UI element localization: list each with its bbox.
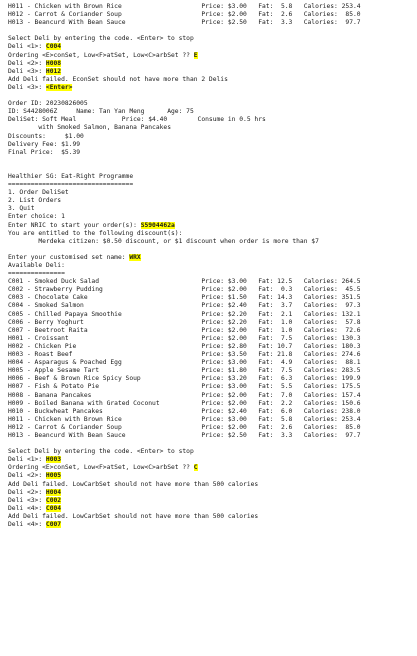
console-text: =================================: [8, 181, 134, 189]
console-text: H009 - Boiled Banana with Grated Coconut Price: $2.00 Fat: 2.2 Calories: 150.6: [8, 399, 361, 407]
user-input-highlight: H008: [45, 59, 62, 67]
user-input-highlight: H004: [45, 488, 62, 496]
console-line: [8, 286, 417, 294]
console-line: [8, 116, 417, 124]
console-line: [8, 311, 417, 319]
user-input-highlight: C004: [45, 504, 62, 512]
console-line: [8, 359, 417, 367]
console-text: H008 - Banana Pancakes Price: $2.00 Fat: 7.0 Calories: 157.4: [8, 391, 361, 399]
console-line: [8, 270, 417, 278]
console-line: [8, 383, 417, 391]
console-line: [8, 521, 417, 529]
console-line: [8, 262, 417, 270]
console-text: Healthier SG: Eat-Right Programme: [8, 172, 134, 180]
console-line: [8, 294, 417, 302]
console-text: C007 - Beetroot Raita Price: $2.00 Fat: 1.0 Calories: 72.6: [8, 326, 361, 334]
console-line: [8, 497, 417, 505]
console-line: [8, 400, 417, 408]
console-line: [8, 440, 417, 448]
console-text: ID: S4428006Z Name: Tan Yan Meng Age: 75: [8, 108, 194, 116]
console-text: H013 - Beancurd With Bean Sauce Price: $2.50 Fat: 3.3 Calories: 97.7: [8, 431, 361, 439]
console-text: Enter NRIC to start your order(s):: [8, 221, 141, 229]
console-line: [8, 68, 417, 76]
console-line: [8, 367, 417, 375]
console-text: H006 - Beef & Brown Rice Spicy Soup Price: $3.20 Fat: 6.3 Calories: 199.9: [8, 375, 361, 383]
console-line: [8, 165, 417, 173]
console-text: with Smoked Salmon, Banana Pancakes: [8, 124, 172, 132]
console-text: You are entitled to the following discount(s):: [8, 229, 183, 237]
user-input-highlight: H003: [45, 456, 62, 464]
console-line: [8, 60, 417, 68]
console-text: H011 - Chicken with Brown Rice Price: $3.00 Fat: 5.8 Calories: 253.4: [8, 415, 361, 423]
console-text: Order ID: 20230826005: [8, 100, 88, 108]
console-line: [8, 205, 417, 213]
console-line: [8, 464, 417, 472]
console-line: [8, 472, 417, 480]
console-text: Enter choice: 1: [8, 213, 65, 221]
user-input-highlight: C007: [45, 521, 62, 528]
console-text: Deli <3>:: [8, 83, 46, 91]
user-input-highlight: S5904462a: [140, 221, 175, 229]
user-input-highlight: E: [193, 51, 198, 59]
console-line: [8, 278, 417, 286]
console-text: H012 - Carrot & Coriander Soup Price: $2.00 Fat: 2.6 Calories: 85.0: [8, 423, 361, 431]
console-text: H005 - Apple Sesame Tart Price: $1.80 Fat: 7.5 Calories: 283.5: [8, 367, 361, 375]
console-line: [8, 513, 417, 521]
console-text: H012 - Carrot & Coriander Soup Price: $2.00 Fat: 2.6 Calories: 85.0: [8, 11, 361, 19]
console-text: Deli <2>:: [8, 472, 46, 480]
console-text: Deli <1>:: [8, 43, 46, 51]
console-line: [8, 375, 417, 383]
console-text: Add Deli failed. EconSet should not have more than 2 Delis: [8, 75, 228, 83]
console-line: [8, 43, 417, 51]
console-line: [8, 133, 417, 141]
console-line: [8, 181, 417, 189]
console-line: [8, 343, 417, 351]
console-line: [8, 3, 417, 11]
console-text: H003 - Roast Beef Price: $3.50 Fat: 21.8 Calories: 274.6: [8, 351, 361, 359]
console-text: Available Deli:: [8, 262, 65, 269]
console-line: [8, 92, 417, 100]
console-line: [8, 11, 417, 19]
console-text: Add Deli failed. LowCarbSet should not have more than 500 calories: [8, 512, 259, 520]
console-text: Deli <4>:: [8, 504, 46, 512]
console-line: [8, 19, 417, 27]
console-text: H001 - Croissant Price: $2.00 Fat: 7.5 Calories: 130.3: [8, 334, 361, 342]
console-text: Select Deli by entering the code. <Enter> to stop: [8, 35, 194, 43]
console-line: [8, 35, 417, 43]
console-line: [8, 52, 417, 60]
console-text: Deli <1>:: [8, 456, 46, 464]
console-line: [8, 157, 417, 165]
console-line: [8, 424, 417, 432]
console-text: 2. List Orders: [8, 197, 62, 205]
console-text: C001 - Smoked Duck Salad Price: $3.00 Fat: 12.5 Calories: 264.5: [8, 278, 361, 286]
console-text: Ordering <E>conSet, Low<F>atSet, Low<C>arbSet ??: [8, 51, 194, 59]
console-line: [8, 505, 417, 513]
console-text: Delivery Fee: $1.99: [8, 140, 81, 148]
console-line: [8, 197, 417, 205]
console-text: ===============: [8, 270, 65, 278]
console-line: [8, 124, 417, 132]
console-text: Ordering <E>conSet, Low<F>atSet, Low<C>arbSet ??: [8, 464, 194, 472]
console-line: [8, 448, 417, 456]
console-line: [8, 189, 417, 197]
console-text: Final Price: $5.39: [8, 148, 81, 156]
console-text: Enter your customised set name:: [8, 253, 130, 261]
user-input-highlight: H005: [45, 472, 62, 480]
console-text: C005 - Chilled Papaya Smoothie Price: $2.20 Fat: 2.1 Calories: 132.1: [8, 310, 361, 318]
console-line: [8, 351, 417, 359]
console-line: [8, 100, 417, 108]
console-line: [8, 76, 417, 84]
console-text: C002 - Strawberry Pudding Price: $2.00 Fat: 0.3 Calories: 45.5: [8, 286, 361, 294]
console-text: Merdeka citizen: $0.50 discount, or $1 discount when order is more than $7: [8, 237, 319, 245]
console-line: [8, 416, 417, 424]
user-input-highlight: H012: [45, 67, 62, 75]
console-line: [8, 173, 417, 181]
console-line: [8, 108, 417, 116]
console-line: [8, 149, 417, 157]
console-line: [8, 432, 417, 440]
console-line: [8, 489, 417, 497]
console-text: 3. Quit: [8, 205, 35, 213]
user-input-highlight: <Enter>: [45, 83, 73, 91]
console-text: H011 - Chicken with Brown Rice Price: $3.00 Fat: 5.8 Calories: 253.4: [8, 3, 361, 10]
console-line: [8, 408, 417, 416]
console-text: Deli <2>:: [8, 59, 46, 67]
console-line: [8, 392, 417, 400]
console-line: [8, 230, 417, 238]
user-input-highlight: C: [193, 464, 198, 472]
user-input-highlight: C002: [45, 496, 62, 504]
console-line: [8, 254, 417, 262]
console-line: [8, 335, 417, 343]
console-text: H002 - Chicken Pie Price: $2.80 Fat: 10.7 Calories: 180.3: [8, 342, 361, 350]
console-text: H013 - Beancurd With Bean Sauce Price: $2.50 Fat: 3.3 Calories: 97.7: [8, 19, 361, 27]
console-line: [8, 327, 417, 335]
console-text: 1. Order DeliSet: [8, 189, 69, 197]
console-text: H007 - Fish & Potato Pie Price: $3.00 Fat: 5.5 Calories: 175.5: [8, 383, 361, 391]
console-text: Deli <3>:: [8, 67, 46, 75]
console-line: [8, 238, 417, 246]
console-text: H004 - Asparagus & Poached Egg Price: $3.00 Fat: 4.9 Calories: 88.1: [8, 359, 361, 367]
console-line: [8, 27, 417, 35]
console-line: [8, 319, 417, 327]
console-text: C006 - Berry Yoghurt Price: $2.20 Fat: 1.0 Calories: 57.8: [8, 318, 361, 326]
console-text: Add Deli failed. LowCarbSet should not have more than 500 calories: [8, 480, 259, 488]
user-input-highlight: C004: [45, 43, 62, 51]
console-text: H010 - Buckwheat Pancakes Price: $2.40 Fat: 6.0 Calories: 238.0: [8, 407, 361, 415]
console-line: [8, 302, 417, 310]
user-input-highlight: WRX: [129, 253, 141, 261]
console-line: [8, 213, 417, 221]
console-text: C004 - Smoked Salmon Price: $2.40 Fat: 3.7 Calories: 97.3: [8, 302, 361, 310]
console-text: C003 - Chocolate Cake Price: $1.50 Fat: 14.3 Calories: 351.5: [8, 294, 361, 302]
console-text: Deli <4>:: [8, 521, 46, 528]
console-text: Select Deli by entering the code. <Enter> to stop: [8, 448, 194, 456]
console-line: [8, 246, 417, 254]
console-line: [8, 222, 417, 230]
console-line: [8, 481, 417, 489]
console-text: Deli <2>:: [8, 488, 46, 496]
console-text: Discounts: $1.00: [8, 132, 84, 140]
console-line: [8, 456, 417, 464]
console-text: DeliSet: Soft Meal Price: $4.40 Consume in 0.5 hrs: [8, 116, 266, 124]
console-line: [8, 141, 417, 149]
console-line: [8, 84, 417, 92]
console-text: Deli <3>:: [8, 496, 46, 504]
